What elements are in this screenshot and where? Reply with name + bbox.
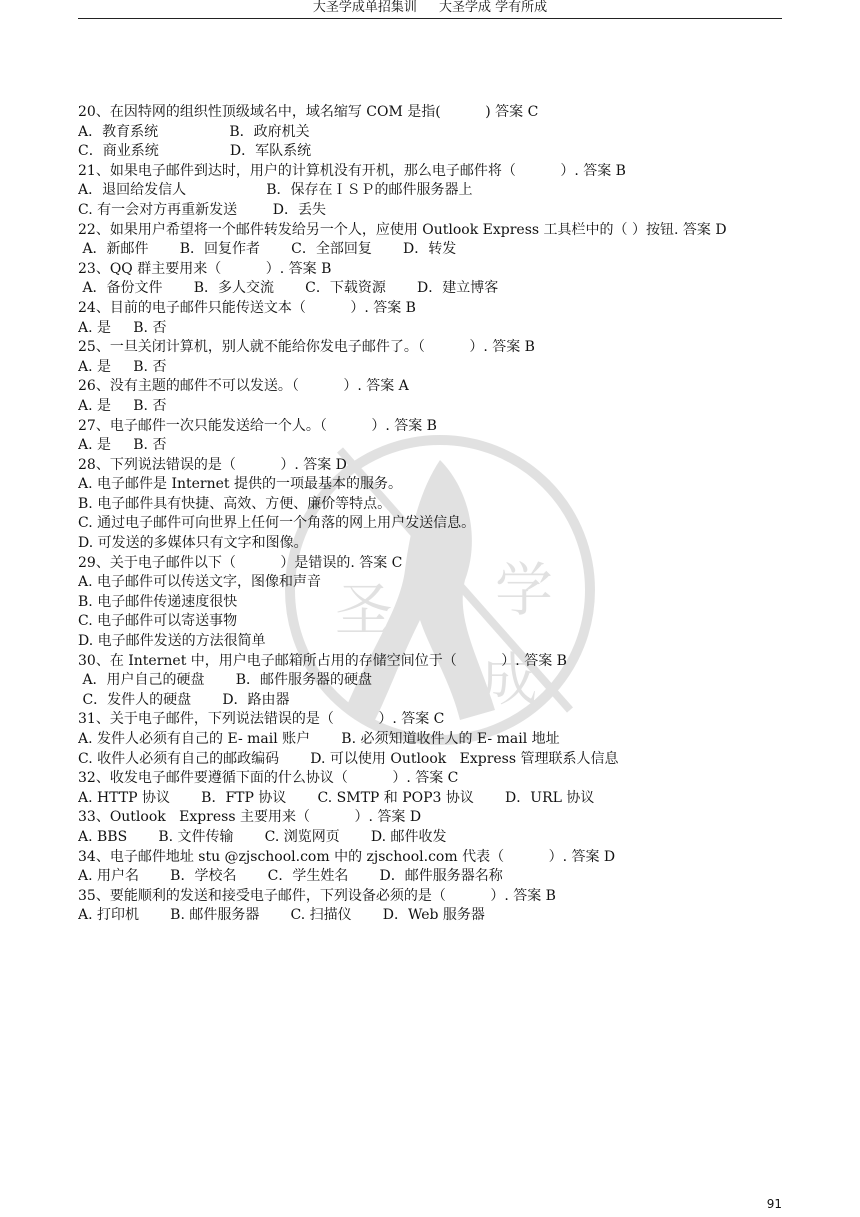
text-line: A. 电子邮件可以传送文字，图像和声音 xyxy=(78,574,322,591)
text-line: C．商业系统 D．军队系统 xyxy=(78,143,312,160)
header-right-text: 大圣学成 学有所成 xyxy=(439,0,548,15)
text-line: C. 收件人必须有自己的邮政编码 D. 可以使用 Outlook Express 管理联系人信息 xyxy=(78,750,619,767)
text-line: A．教育系统 B．政府机关 xyxy=(78,123,310,140)
text-line: A. 是 B. 否 xyxy=(78,358,167,375)
text-line: C. 通过电子邮件可向世界上任何一个角落的网上用户发送信息。 xyxy=(78,515,476,532)
header-left-text: 大圣学成单招集训 xyxy=(312,0,417,15)
text-line: A. HTTP 协议 B．FTP 协议 C. SMTP 和 POP3 协议 D．URL 协议 xyxy=(78,789,595,806)
text-line: 34、电子邮件地址 stu @zjschool.com 中的 zjschool.com 代表（ ）. 答案 D xyxy=(78,848,616,865)
text-line: 21、如果电子邮件到达时，用户的计算机没有开机，那么电子邮件将（ ）. 答案 B xyxy=(78,162,626,179)
text-line: A. 是 B. 否 xyxy=(78,397,167,414)
watermark-char-1: 圣 xyxy=(335,576,394,644)
watermark-char-3: 成 xyxy=(480,646,539,714)
text-line: C. 电子邮件可以寄送事物 xyxy=(78,613,238,630)
text-line: A. 是 B. 否 xyxy=(78,437,167,454)
text-line: 32、收发电子邮件要遵循下面的什么协议（ ）. 答案 C xyxy=(78,770,459,787)
text-line: A. 打印机 B. 邮件服务器 C. 扫描仪 D．Web 服务器 xyxy=(78,907,485,924)
text-line: C. 有一会对方再重新发送 D．丢失 xyxy=(78,201,326,218)
text-line: 33、Outlook Express 主要用来（ ）. 答案 D xyxy=(78,809,422,826)
text-line: D. 可发送的多媒体只有文字和图像。 xyxy=(78,535,308,552)
text-line: A. 用户名 B．学校名 C．学生姓名 D．邮件服务器名称 xyxy=(78,868,503,885)
text-line: A. 电子邮件是 Internet 提供的一项最基本的服务。 xyxy=(78,476,402,493)
text-line: A．用户自己的硬盘 B．邮件服务器的硬盘 xyxy=(78,672,372,689)
question-list xyxy=(78,103,786,926)
text-line: C．发件人的硬盘 D．路由器 xyxy=(78,691,290,708)
text-line: 25、一旦关闭计算机，别人就不能给你发电子邮件了。（ ）. 答案 B xyxy=(78,339,535,356)
text-line: A. 是 B. 否 xyxy=(78,319,167,336)
text-line: A．新邮件 B．回复作者 C．全部回复 D．转发 xyxy=(78,241,457,258)
text-line: A．退回给发信人 B．保存在ＩＳＰ的邮件服务器上 xyxy=(78,182,473,199)
page-number: 91 xyxy=(766,1197,782,1211)
text-line: A．备份文件 B．多人交流 C．下载资源 D．建立博客 xyxy=(78,280,499,297)
text-line: 31、关于电子邮件，下列说法错误的是（ ）. 答案 C xyxy=(78,711,445,728)
text-line: 28、下列说法错误的是（ ）. 答案 D xyxy=(78,456,347,473)
text-line: D. 电子邮件发送的方法很简单 xyxy=(78,633,266,650)
page-header xyxy=(78,0,782,19)
text-line: 22、如果用户希望将一个邮件转发给另一个人，应使用 Outlook Express 工具栏中的（ ）按钮. 答案 D xyxy=(78,221,727,238)
text-line: 35、要能顺利的发送和接受电子邮件，下列设备必须的是（ ）. 答案 B xyxy=(78,887,556,904)
text-line: 26、没有主题的邮件不可以发送。（ ）. 答案 A xyxy=(78,378,409,395)
text-line: 23、QQ 群主要用来（ ）. 答案 B xyxy=(78,260,332,277)
text-line: 27、电子邮件一次只能发送给一个人。（ ）. 答案 B xyxy=(78,417,437,434)
text-line: B. 电子邮件传递速度很快 xyxy=(78,593,238,610)
text-line: 20、在因特网的组织性顶级域名中，域名缩写 COM 是指( ) 答案 C xyxy=(78,104,539,120)
watermark-char-2: 学 xyxy=(495,556,554,624)
text-line: A. BBS B. 文件传输 C. 浏览网页 D. 邮件收发 xyxy=(78,828,447,845)
text-line: 24、目前的电子邮件只能传送文本（ ）. 答案 B xyxy=(78,299,416,316)
text-line: B. 电子邮件具有快捷、高效、方便、廉价等特点。 xyxy=(78,495,392,512)
text-line: 29、关于电子邮件以下（ ）是错误的. 答案 C xyxy=(78,554,403,571)
text-line: 30、在 Internet 中，用户电子邮箱所占用的存储空间位于（ ）. 答案 B xyxy=(78,652,567,669)
text-line: A. 发件人必须有自己的 E- mail 账户 B. 必须知道收件人的 E- mail 地址 xyxy=(78,731,560,747)
